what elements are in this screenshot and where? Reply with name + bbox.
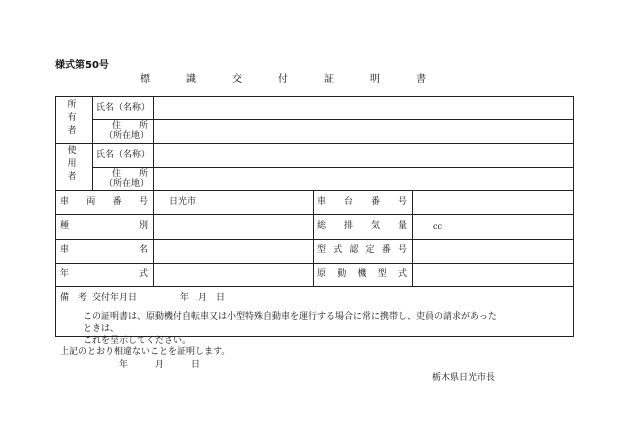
usage-note: [83, 311, 503, 347]
owner-address-sub: （所在地）: [104, 131, 150, 141]
owner-label: 所 有 者: [67, 100, 77, 136]
model-year-label: 年 式: [60, 269, 148, 279]
usage-note-line1: この証明書は、原動機付自転車又は小型特殊自動車を運行する場合に常に携帯し、吏員の請求があったときは、: [83, 312, 497, 334]
usage-note-line2: これを呈示してください。: [83, 336, 192, 346]
issue-date-value: 年 月 日: [180, 293, 226, 303]
user-address-label: 住 所: [112, 169, 149, 179]
vehicle-number-label: 車 両 番 号: [60, 197, 148, 207]
owner-address-label: 住 所: [112, 121, 149, 131]
displacement-label: 総 排 気 量: [317, 221, 407, 231]
certify-date: 年 月 日: [119, 360, 201, 370]
user-label: 使 用 者: [67, 146, 77, 182]
user-address-sub: （所在地）: [104, 179, 150, 189]
user-name-label: 氏名（名称）: [96, 150, 151, 160]
displacement-unit: cc: [433, 222, 442, 231]
issuer-name: 栃木県日光市長: [432, 373, 496, 383]
type-label: 種 別: [60, 221, 148, 231]
certificate-table: [55, 96, 574, 337]
certify-text: 上記のとおり相違ないことを証明します。: [60, 347, 231, 357]
issue-date-label: 交付年月日: [92, 293, 138, 303]
model-cert-label: 型 式 認 定 番 号: [317, 245, 407, 255]
engine-type-label: 原 動 機 型 式: [317, 269, 407, 279]
vehicle-number-value: 日光市: [169, 197, 197, 207]
document-title: 標識交付証明書: [140, 74, 462, 85]
remarks-label: 備 考: [60, 293, 88, 303]
body-number-label: 車 台 番 号: [317, 197, 407, 207]
car-name-label: 車 名: [60, 245, 148, 255]
form-number: 様式第50号: [55, 60, 109, 71]
owner-name-label: 氏名（名称）: [96, 103, 151, 113]
